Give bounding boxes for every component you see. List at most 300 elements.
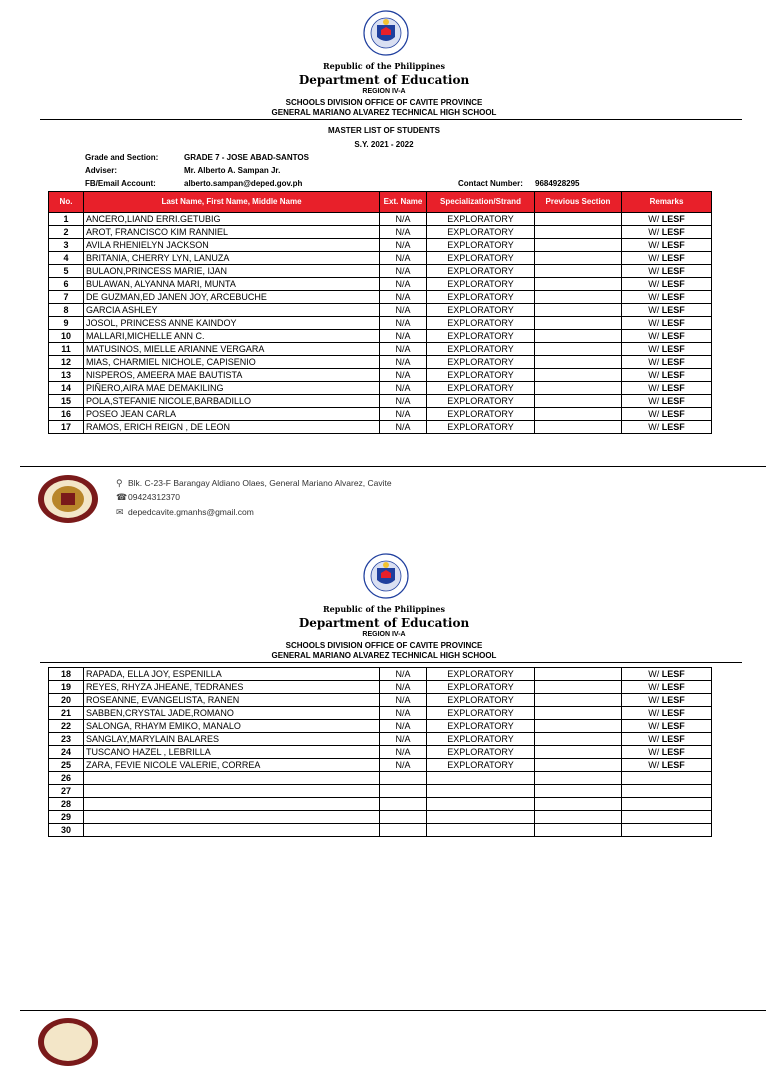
remarks-prefix: W/: [648, 695, 660, 705]
ext-name: N/A: [380, 226, 427, 239]
previous-section: [535, 291, 622, 304]
contact-label: Contact Number:: [458, 179, 523, 188]
specialization: EXPLORATORY: [427, 694, 535, 707]
specialization: EXPLORATORY: [427, 681, 535, 694]
specialization: EXPLORATORY: [427, 343, 535, 356]
table-row: [49, 226, 712, 239]
specialization: EXPLORATORY: [427, 382, 535, 395]
remarks: [622, 213, 712, 226]
ext-name: N/A: [380, 239, 427, 252]
table-row: [49, 720, 712, 733]
department-text: Department of Education: [298, 616, 470, 630]
ext-name: N/A: [380, 759, 427, 772]
remarks-prefix: W/: [648, 747, 660, 757]
col-remarks: Remarks: [622, 192, 712, 213]
remarks-prefix: W/: [648, 370, 660, 380]
row-number: 20: [49, 694, 84, 707]
remarks: [622, 811, 712, 824]
email-value: alberto.sampan@deped.gov.ph: [184, 179, 303, 188]
table-row: [49, 278, 712, 291]
row-number: 19: [49, 681, 84, 694]
specialization: EXPLORATORY: [427, 213, 535, 226]
remarks: [622, 694, 712, 707]
remarks-code: LESF: [661, 409, 685, 419]
table-row: [49, 317, 712, 330]
row-number: 30: [49, 824, 84, 837]
remarks-code: LESF: [661, 760, 685, 770]
previous-section: [535, 733, 622, 746]
specialization: EXPLORATORY: [427, 707, 535, 720]
remarks: [622, 746, 712, 759]
remarks-code: LESF: [661, 708, 685, 718]
phone-text: 09424312370: [128, 492, 181, 502]
row-number: 7: [49, 291, 84, 304]
remarks-code: LESF: [661, 331, 685, 341]
row-number: 29: [49, 811, 84, 824]
student-name: ANCERO,LIAND ERRI.GETUBIG: [84, 213, 380, 226]
division-text: SCHOOLS DIVISION OFFICE OF CAVITE PROVINCE: [285, 98, 483, 107]
previous-section: [535, 746, 622, 759]
remarks: [622, 798, 712, 811]
remarks-prefix: W/: [648, 409, 660, 419]
previous-section: [535, 239, 622, 252]
table-row: [49, 681, 712, 694]
specialization: EXPLORATORY: [427, 317, 535, 330]
row-number: 13: [49, 369, 84, 382]
student-name: [84, 824, 380, 837]
previous-section: [535, 694, 622, 707]
student-name: SANGLAY,MARYLAIN BALARES: [84, 733, 380, 746]
ext-name: [380, 785, 427, 798]
previous-section: [535, 759, 622, 772]
previous-section: [535, 265, 622, 278]
table-row: [49, 798, 712, 811]
ext-name: N/A: [380, 343, 427, 356]
table-row: [49, 213, 712, 226]
table-row: [49, 772, 712, 785]
footer-email: [116, 507, 254, 518]
remarks-code: LESF: [661, 318, 685, 328]
remarks-prefix: W/: [648, 344, 660, 354]
footer-rule: [20, 466, 766, 467]
header-rule: [40, 119, 742, 120]
table-row: [49, 694, 712, 707]
table-row: [49, 395, 712, 408]
row-number: 25: [49, 759, 84, 772]
remarks-code: LESF: [661, 344, 685, 354]
row-number: 21: [49, 707, 84, 720]
school-logo: [36, 473, 100, 525]
deped-seal: [363, 10, 409, 56]
student-name: TUSCANO HAZEL , LEBRILLA: [84, 746, 380, 759]
remarks: [622, 343, 712, 356]
ext-name: N/A: [380, 369, 427, 382]
remarks-prefix: W/: [648, 214, 660, 224]
student-table-page1: [48, 191, 712, 434]
student-name: [84, 811, 380, 824]
specialization: [427, 772, 535, 785]
previous-section: [535, 226, 622, 239]
row-number: 22: [49, 720, 84, 733]
specialization: EXPLORATORY: [427, 369, 535, 382]
remarks: [622, 356, 712, 369]
student-name: [84, 772, 380, 785]
remarks-prefix: W/: [648, 266, 660, 276]
remarks: [622, 369, 712, 382]
row-number: 15: [49, 395, 84, 408]
row-number: 8: [49, 304, 84, 317]
specialization: [427, 785, 535, 798]
previous-section: [535, 304, 622, 317]
remarks-prefix: W/: [648, 708, 660, 718]
student-name: REYES, RHYZA JHEANE, TEDRANES: [84, 681, 380, 694]
specialization: EXPLORATORY: [427, 746, 535, 759]
row-number: 17: [49, 421, 84, 434]
ext-name: N/A: [380, 707, 427, 720]
previous-section: [535, 421, 622, 434]
previous-section: [535, 811, 622, 824]
student-table-page2: [48, 667, 712, 837]
previous-section: [535, 382, 622, 395]
remarks-prefix: W/: [648, 292, 660, 302]
remarks: [622, 681, 712, 694]
ext-name: N/A: [380, 265, 427, 278]
table-row: [49, 408, 712, 421]
row-number: 9: [49, 317, 84, 330]
specialization: EXPLORATORY: [427, 278, 535, 291]
col-spec: Specialization/Strand: [427, 192, 535, 213]
student-name: DE GUZMAN,ED JANEN JOY, ARCEBUCHE: [84, 291, 380, 304]
remarks-code: LESF: [661, 305, 685, 315]
student-name: POLA,STEFANIE NICOLE,BARBADILLO: [84, 395, 380, 408]
remarks-prefix: W/: [648, 279, 660, 289]
specialization: [427, 798, 535, 811]
row-number: 2: [49, 226, 84, 239]
remarks-prefix: W/: [648, 318, 660, 328]
specialization: EXPLORATORY: [427, 356, 535, 369]
previous-section: [535, 824, 622, 837]
table-row: [49, 343, 712, 356]
table-row: [49, 733, 712, 746]
previous-section: [535, 720, 622, 733]
specialization: EXPLORATORY: [427, 239, 535, 252]
remarks-code: LESF: [661, 370, 685, 380]
specialization: EXPLORATORY: [427, 252, 535, 265]
table-header-row: [49, 192, 712, 213]
table-row: [49, 291, 712, 304]
remarks-code: LESF: [661, 279, 685, 289]
remarks-code: LESF: [661, 383, 685, 393]
remarks-code: LESF: [661, 682, 685, 692]
remarks: [622, 421, 712, 434]
grade-label: Grade and Section:: [85, 153, 159, 162]
previous-section: [535, 356, 622, 369]
specialization: EXPLORATORY: [427, 330, 535, 343]
remarks-code: LESF: [661, 214, 685, 224]
col-no: No.: [49, 192, 84, 213]
ext-name: N/A: [380, 291, 427, 304]
ext-name: [380, 772, 427, 785]
contact-value: 9684928295: [535, 179, 580, 188]
student-name: BULAON,PRINCESS MARIE, IJAN: [84, 265, 380, 278]
student-name: ZARA, FEVIE NICOLE VALERIE, CORREA: [84, 759, 380, 772]
previous-section: [535, 395, 622, 408]
row-number: 16: [49, 408, 84, 421]
ext-name: N/A: [380, 681, 427, 694]
specialization: EXPLORATORY: [427, 668, 535, 681]
table-row: [49, 707, 712, 720]
table-row: [49, 356, 712, 369]
region-text: REGION IV-A: [362, 88, 406, 95]
row-number: 6: [49, 278, 84, 291]
row-number: 10: [49, 330, 84, 343]
ext-name: N/A: [380, 733, 427, 746]
table-row: [49, 304, 712, 317]
table-row: [49, 252, 712, 265]
remarks-prefix: W/: [648, 305, 660, 315]
table-row: [49, 265, 712, 278]
ext-name: [380, 811, 427, 824]
row-number: 24: [49, 746, 84, 759]
adviser-label: Adviser:: [85, 166, 118, 175]
table-row: [49, 746, 712, 759]
specialization: EXPLORATORY: [427, 733, 535, 746]
remarks-code: LESF: [661, 747, 685, 757]
student-name: MATUSINOS, MIELLE ARIANNE VERGARA: [84, 343, 380, 356]
department-text: Department of Education: [298, 73, 470, 87]
republic-text: Republic of the Philippines: [322, 61, 445, 71]
specialization: EXPLORATORY: [427, 408, 535, 421]
school-year: S.Y. 2021 - 2022: [354, 140, 414, 149]
table-row: [49, 668, 712, 681]
remarks-code: LESF: [661, 422, 685, 432]
student-name: MALLARI,MICHELLE ANN C.: [84, 330, 380, 343]
specialization: EXPLORATORY: [427, 304, 535, 317]
remarks: [622, 330, 712, 343]
address-text: Blk. C-23-F Barangay Aldiano Olaes, General Mariano Alvarez, Cavite: [128, 478, 392, 488]
division-text: SCHOOLS DIVISION OFFICE OF CAVITE PROVINCE: [285, 641, 483, 650]
table-row: [49, 369, 712, 382]
specialization: [427, 824, 535, 837]
remarks-prefix: W/: [648, 331, 660, 341]
table-row: [49, 759, 712, 772]
student-name: PIÑERO,AIRA MAE DEMAKILING: [84, 382, 380, 395]
email-label: FB/Email Account:: [85, 179, 156, 188]
student-name: AROT, FRANCISCO KIM RANNIEL: [84, 226, 380, 239]
specialization: EXPLORATORY: [427, 720, 535, 733]
ext-name: N/A: [380, 421, 427, 434]
ext-name: N/A: [380, 694, 427, 707]
row-number: 28: [49, 798, 84, 811]
previous-section: [535, 278, 622, 291]
previous-section: [535, 330, 622, 343]
ext-name: N/A: [380, 317, 427, 330]
ext-name: N/A: [380, 720, 427, 733]
remarks: [622, 252, 712, 265]
previous-section: [535, 252, 622, 265]
previous-section: [535, 785, 622, 798]
table-row: [49, 421, 712, 434]
remarks-code: LESF: [661, 357, 685, 367]
student-name: [84, 798, 380, 811]
remarks: [622, 291, 712, 304]
previous-section: [535, 408, 622, 421]
remarks-prefix: W/: [648, 760, 660, 770]
envelope-icon: ✉: [116, 507, 124, 517]
student-name: NISPEROS, AMEERA MAE BAUTISTA: [84, 369, 380, 382]
ext-name: N/A: [380, 330, 427, 343]
deped-seal: [363, 553, 409, 599]
school-text: GENERAL MARIANO ALVAREZ TECHNICAL HIGH SCHOOL: [271, 108, 497, 117]
header-rule: [40, 662, 742, 663]
region-text: REGION IV-A: [362, 631, 406, 638]
row-number: 5: [49, 265, 84, 278]
remarks-prefix: W/: [648, 227, 660, 237]
previous-section: [535, 772, 622, 785]
row-number: 3: [49, 239, 84, 252]
table-row: [49, 785, 712, 798]
remarks: [622, 239, 712, 252]
ext-name: N/A: [380, 304, 427, 317]
row-number: 14: [49, 382, 84, 395]
remarks-prefix: W/: [648, 253, 660, 263]
remarks: [622, 759, 712, 772]
remarks: [622, 278, 712, 291]
row-number: 18: [49, 668, 84, 681]
remarks: [622, 395, 712, 408]
specialization: [427, 811, 535, 824]
col-name: Last Name, First Name, Middle Name: [84, 192, 380, 213]
ext-name: N/A: [380, 668, 427, 681]
student-name: RAMOS, ERICH REIGN , DE LEON: [84, 421, 380, 434]
student-name: RAPADA, ELLA JOY, ESPENILLA: [84, 668, 380, 681]
remarks-code: LESF: [661, 669, 685, 679]
student-name: SALONGA, RHAYM EMIKO, MANALO: [84, 720, 380, 733]
remarks: [622, 408, 712, 421]
remarks-code: LESF: [661, 734, 685, 744]
remarks: [622, 772, 712, 785]
ext-name: N/A: [380, 746, 427, 759]
previous-section: [535, 343, 622, 356]
specialization: EXPLORATORY: [427, 759, 535, 772]
footer-email-text: depedcavite.gmanhs@gmail.com: [128, 507, 254, 517]
remarks-code: LESF: [661, 266, 685, 276]
ext-name: N/A: [380, 408, 427, 421]
previous-section: [535, 681, 622, 694]
specialization: EXPLORATORY: [427, 421, 535, 434]
table-row: [49, 824, 712, 837]
table-row: [49, 330, 712, 343]
ext-name: [380, 798, 427, 811]
remarks-code: LESF: [661, 292, 685, 302]
student-name: SABBEN,CRYSTAL JADE,ROMANO: [84, 707, 380, 720]
footer-rule: [20, 1010, 766, 1011]
remarks: [622, 304, 712, 317]
previous-section: [535, 668, 622, 681]
row-number: 4: [49, 252, 84, 265]
remarks-prefix: W/: [648, 669, 660, 679]
remarks-prefix: W/: [648, 682, 660, 692]
remarks: [622, 265, 712, 278]
ext-name: N/A: [380, 278, 427, 291]
student-name: POSEO JEAN CARLA: [84, 408, 380, 421]
remarks: [622, 733, 712, 746]
remarks-prefix: W/: [648, 721, 660, 731]
remarks-prefix: W/: [648, 422, 660, 432]
student-name: ROSEANNE, EVANGELISTA, RANEN: [84, 694, 380, 707]
phone-icon: ☎: [116, 492, 128, 502]
specialization: EXPLORATORY: [427, 395, 535, 408]
row-number: 1: [49, 213, 84, 226]
student-name: BRITANIA, CHERRY LYN, LANUZA: [84, 252, 380, 265]
specialization: EXPLORATORY: [427, 226, 535, 239]
remarks-code: LESF: [661, 227, 685, 237]
remarks: [622, 707, 712, 720]
remarks-prefix: W/: [648, 396, 660, 406]
ext-name: N/A: [380, 382, 427, 395]
student-name: AVILA RHENIELYN JACKSON: [84, 239, 380, 252]
student-name: [84, 785, 380, 798]
doc-title: MASTER LIST OF STUDENTS: [328, 126, 440, 135]
ext-name: [380, 824, 427, 837]
ext-name: N/A: [380, 252, 427, 265]
adviser-value: Mr. Alberto A. Sampan Jr.: [184, 166, 281, 175]
row-number: 26: [49, 772, 84, 785]
remarks: [622, 382, 712, 395]
remarks-prefix: W/: [648, 240, 660, 250]
table-row: [49, 239, 712, 252]
footer-address: [116, 478, 392, 489]
table-row: [49, 811, 712, 824]
previous-section: [535, 798, 622, 811]
row-number: 23: [49, 733, 84, 746]
footer-phone: [116, 492, 180, 503]
remarks: [622, 824, 712, 837]
remarks-code: LESF: [661, 253, 685, 263]
remarks-code: LESF: [661, 695, 685, 705]
remarks-code: LESF: [661, 396, 685, 406]
previous-section: [535, 213, 622, 226]
ext-name: N/A: [380, 213, 427, 226]
location-icon: ⚲: [116, 478, 123, 488]
student-name: BULAWAN, ALYANNA MARI, MUNTA: [84, 278, 380, 291]
specialization: EXPLORATORY: [427, 265, 535, 278]
remarks: [622, 226, 712, 239]
remarks: [622, 317, 712, 330]
school-text: GENERAL MARIANO ALVAREZ TECHNICAL HIGH SCHOOL: [271, 651, 497, 660]
row-number: 12: [49, 356, 84, 369]
col-prev-section: Previous Section: [535, 192, 622, 213]
remarks: [622, 785, 712, 798]
remarks-prefix: W/: [648, 383, 660, 393]
grade-value: GRADE 7 - JOSE ABAD-SANTOS: [184, 153, 309, 162]
student-name: JOSOL, PRINCESS ANNE KAINDOY: [84, 317, 380, 330]
specialization: EXPLORATORY: [427, 291, 535, 304]
remarks: [622, 668, 712, 681]
ext-name: N/A: [380, 356, 427, 369]
previous-section: [535, 707, 622, 720]
student-name: MIAS, CHARMIEL NICHOLE, CAPISENIO: [84, 356, 380, 369]
remarks-prefix: W/: [648, 734, 660, 744]
previous-section: [535, 369, 622, 382]
ext-name: N/A: [380, 395, 427, 408]
remarks: [622, 720, 712, 733]
remarks-prefix: W/: [648, 357, 660, 367]
remarks-code: LESF: [661, 240, 685, 250]
table-row: [49, 382, 712, 395]
row-number: 11: [49, 343, 84, 356]
republic-text: Republic of the Philippines: [322, 604, 445, 614]
